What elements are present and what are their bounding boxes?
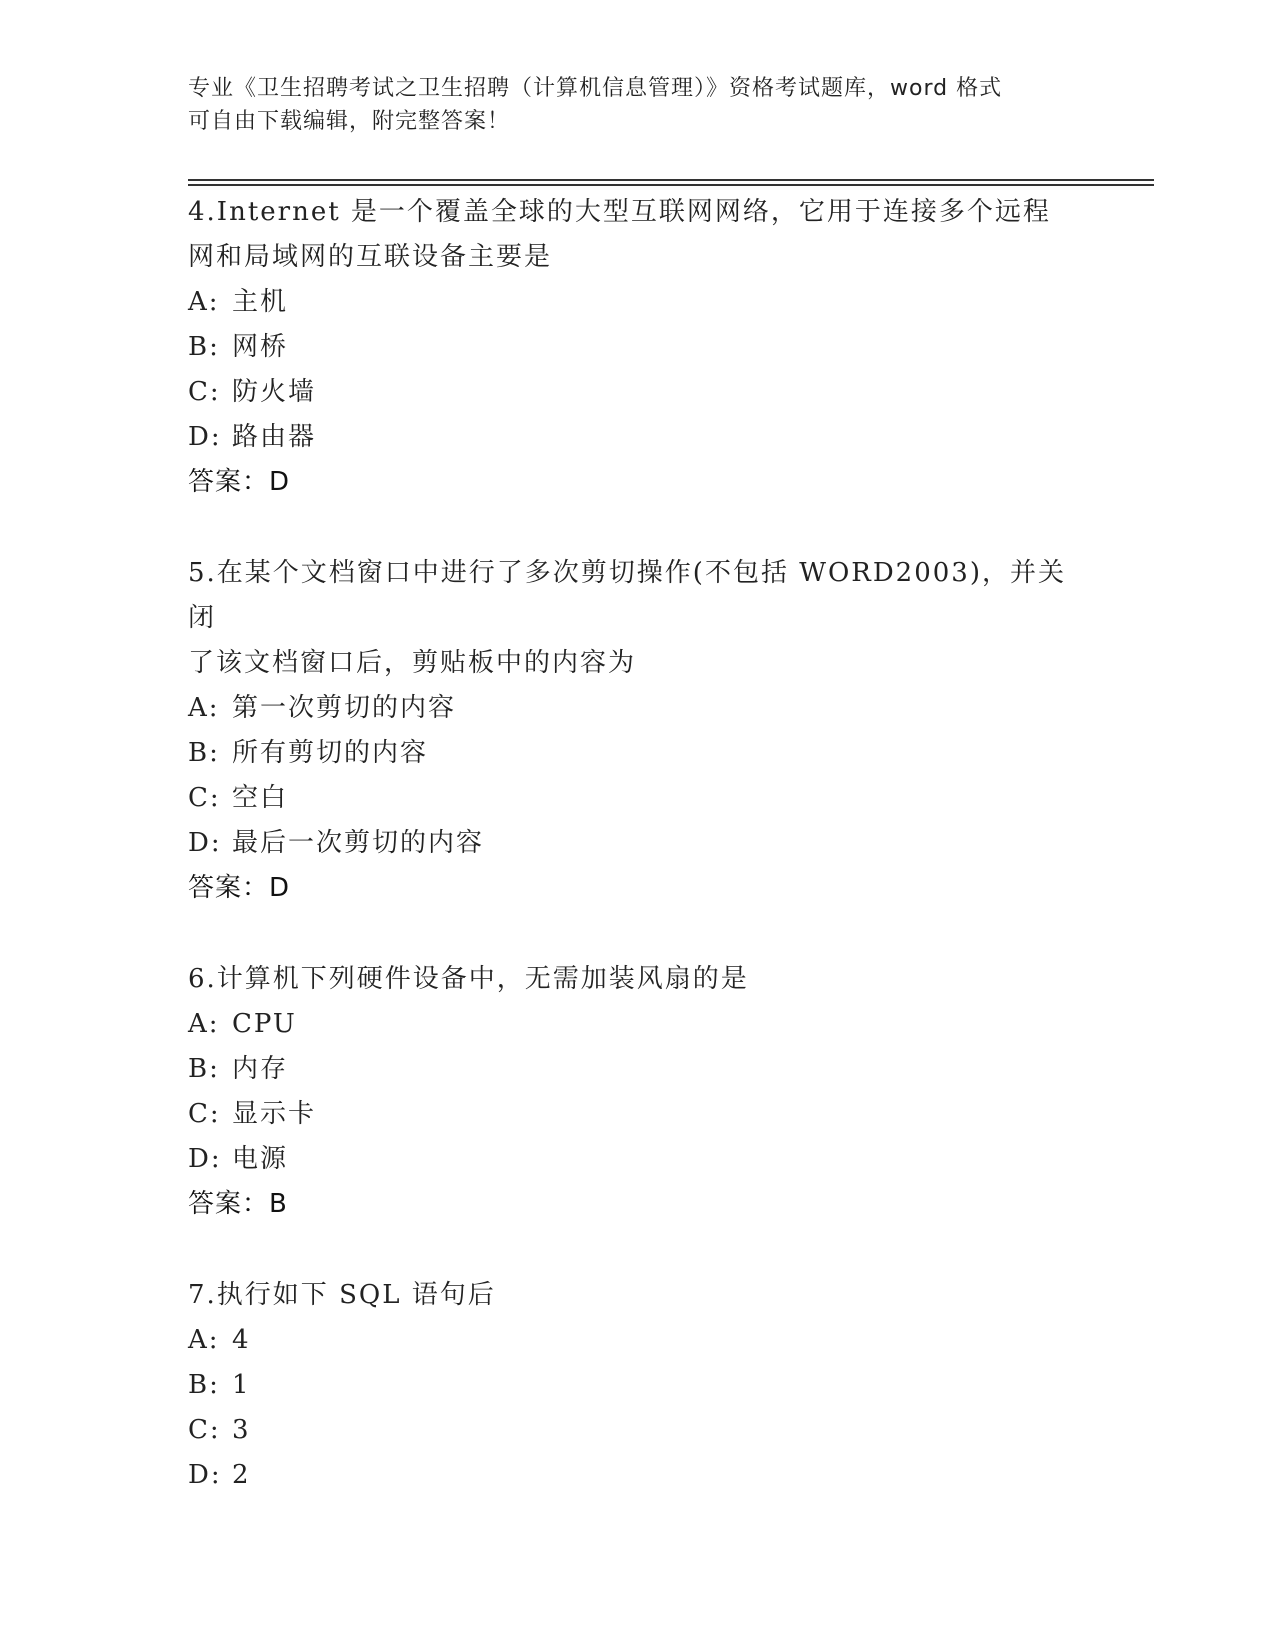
option-text: 防火墙 xyxy=(232,377,317,407)
document-header xyxy=(188,72,1068,138)
option-b xyxy=(188,325,1088,370)
option-b xyxy=(188,731,1088,776)
option-text: 第一次剪切的内容 xyxy=(232,693,457,723)
option-text: 内存 xyxy=(232,1054,289,1084)
option-letter: B: xyxy=(188,1054,220,1084)
option-letter: C: xyxy=(188,783,221,813)
option-c xyxy=(188,370,1088,415)
option-a xyxy=(188,280,1088,325)
option-text: 路由器 xyxy=(232,422,317,452)
option-d xyxy=(188,821,1088,866)
option-letter: D: xyxy=(188,1144,222,1174)
option-a xyxy=(188,1318,1088,1363)
option-text: 4 xyxy=(232,1325,251,1355)
option-letter: A: xyxy=(188,1325,220,1355)
option-text: 空白 xyxy=(232,783,289,813)
question-text-line: 5.在某个文档窗口中进行了多次剪切操作(不包括 WORD2003)，并关闭 xyxy=(188,558,1066,633)
option-text: 1 xyxy=(232,1370,251,1400)
option-c xyxy=(188,1092,1088,1137)
option-letter: B: xyxy=(188,738,220,768)
question-4 xyxy=(188,190,1088,505)
option-letter: C: xyxy=(188,377,221,407)
question-text-line: 6.计算机下列硬件设备中，无需加装风扇的是 xyxy=(188,964,749,994)
question-6 xyxy=(188,957,1088,1227)
option-text: 显示卡 xyxy=(232,1099,317,1129)
question-list xyxy=(188,190,1088,1544)
option-letter: D: xyxy=(188,828,222,858)
option-a xyxy=(188,686,1088,731)
option-letter: B: xyxy=(188,1370,220,1400)
option-c xyxy=(188,776,1088,821)
option-letter: A: xyxy=(188,1009,220,1039)
option-text: 2 xyxy=(232,1460,251,1490)
option-letter: D: xyxy=(188,1460,222,1490)
question-text-line: 了该文档窗口后，剪贴板中的内容为 xyxy=(188,648,637,678)
answer-label: 答案：B xyxy=(188,1189,288,1219)
question-7 xyxy=(188,1273,1088,1498)
option-letter: C: xyxy=(188,1415,221,1445)
option-text: 主机 xyxy=(232,287,289,317)
option-letter: B: xyxy=(188,332,220,362)
option-b xyxy=(188,1047,1088,1092)
option-a xyxy=(188,1002,1088,1047)
answer-label: 答案：D xyxy=(188,873,291,903)
option-text: 最后一次剪切的内容 xyxy=(232,828,485,858)
option-d xyxy=(188,415,1088,460)
question-text-line: 4.Internet 是一个覆盖全球的大型互联网网络，它用于连接多个远程 xyxy=(188,197,1051,227)
question-text-line: 7.执行如下 SQL 语句后 xyxy=(188,1280,496,1310)
option-letter: C: xyxy=(188,1099,221,1129)
option-letter: A: xyxy=(188,693,220,723)
question-5 xyxy=(188,551,1088,911)
option-text: 3 xyxy=(232,1415,251,1445)
answer-label: 答案：D xyxy=(188,467,291,497)
option-d xyxy=(188,1137,1088,1182)
option-b xyxy=(188,1363,1088,1408)
option-c xyxy=(188,1408,1088,1453)
option-letter: D: xyxy=(188,422,222,452)
option-d xyxy=(188,1453,1088,1498)
option-text: 电源 xyxy=(232,1144,289,1174)
header-line-2: 可自由下载编辑，附完整答案！ xyxy=(188,109,511,134)
option-text: 网桥 xyxy=(232,332,289,362)
question-text-line: 网和局域网的互联设备主要是 xyxy=(188,242,553,272)
option-text: 所有剪切的内容 xyxy=(232,738,429,768)
header-divider-top xyxy=(188,179,1154,181)
header-divider-bottom xyxy=(188,184,1154,186)
option-text: CPU xyxy=(232,1009,297,1039)
option-letter: A: xyxy=(188,287,220,317)
header-line-1: 专业《卫生招聘考试之卫生招聘（计算机信息管理）》资格考试题库，word 格式 xyxy=(188,76,1003,101)
